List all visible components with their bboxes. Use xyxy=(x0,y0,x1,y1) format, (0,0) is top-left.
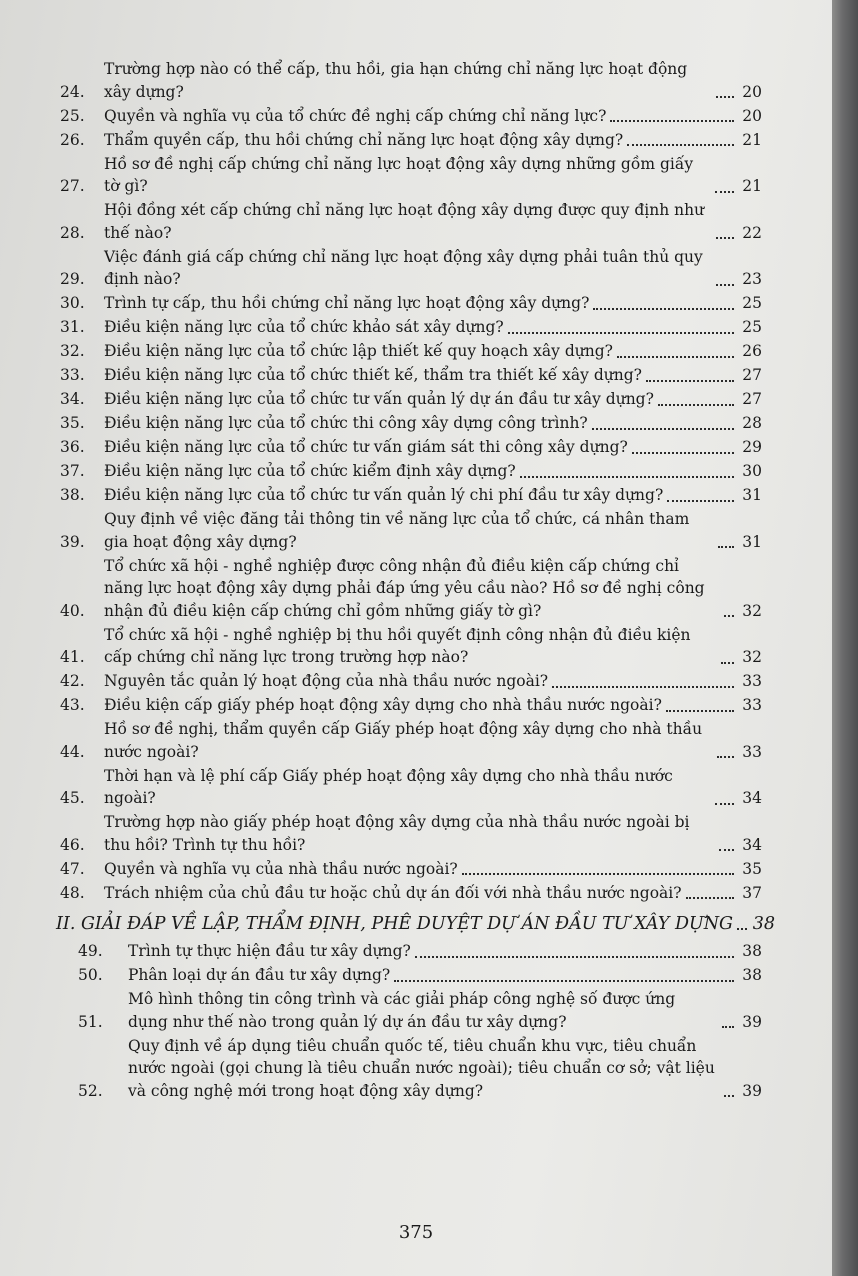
toc-entry xyxy=(56,811,762,856)
toc-entry-page-number: 27 xyxy=(742,390,762,408)
toc-entry-title: Mô hình thông tin công trình và các giải pháp công nghệ số được ứng dụng như thế nào trong quản lý dự án đầu tư xây dựng? xyxy=(128,990,676,1031)
toc-entry-page-number: 27 xyxy=(742,366,762,384)
toc-group-part-i xyxy=(56,58,762,904)
toc-entry-number: 36. xyxy=(60,438,85,456)
toc-entry-number: 40. xyxy=(60,601,85,620)
toc-entry xyxy=(56,412,762,435)
toc-entry-number: 24. xyxy=(60,82,85,101)
toc-entry-number: 46. xyxy=(60,835,85,854)
toc-entry-page-number: 21 xyxy=(742,177,762,195)
toc-entry-number: 30. xyxy=(60,294,85,312)
toc-entry-number: 41. xyxy=(60,648,85,666)
dot-leader xyxy=(666,709,734,712)
dot-leader xyxy=(632,451,734,454)
toc-entry-body xyxy=(104,765,762,810)
toc-entry-page-number: 34 xyxy=(742,789,762,807)
toc-entry-title: Điều kiện năng lực của tổ chức tư vấn giám sát thi công xây dựng? xyxy=(104,438,628,456)
dot-leader xyxy=(721,661,734,664)
toc-entry-title: Thẩm quyền cấp, thu hồi chứng chỉ năng lực hoạt động xây dựng? xyxy=(104,130,624,149)
toc-entry xyxy=(56,624,762,669)
toc-entry-body xyxy=(104,105,762,128)
dot-leader xyxy=(715,802,734,805)
toc-entry-number: 25. xyxy=(60,106,85,125)
toc-entry-title: Điều kiện năng lực của tổ chức kiểm định xây dựng? xyxy=(104,462,516,480)
toc-entry xyxy=(56,718,762,763)
section-heading xyxy=(56,912,776,936)
dot-leader xyxy=(716,95,734,98)
toc-entry-body xyxy=(104,246,762,291)
toc-entry-number: 43. xyxy=(60,696,85,714)
dot-leader xyxy=(717,755,734,758)
toc-entry-body xyxy=(104,858,762,881)
toc-entry-body xyxy=(104,388,762,411)
toc-entry-title: Tổ chức xã hội - nghề nghiệp bị thu hồi quyết định công nhận đủ điều kiện cấp chứng chỉ năng lực trong trường hợp nào? xyxy=(104,625,691,666)
toc-entry-page-number: 26 xyxy=(742,342,762,360)
toc-entry xyxy=(56,1035,762,1103)
toc-entry-page-number: 34 xyxy=(742,835,762,854)
toc-entry-page-number: 20 xyxy=(742,106,762,125)
toc-entry-body xyxy=(104,882,762,905)
table-of-contents xyxy=(56,58,776,1104)
toc-entry-body xyxy=(104,718,762,763)
toc-entry-number: 35. xyxy=(60,414,85,432)
dot-leader xyxy=(520,475,734,478)
toc-entry xyxy=(56,484,762,507)
toc-entry-page-number: 39 xyxy=(742,1012,762,1031)
toc-entry-body xyxy=(128,988,762,1033)
dot-leader xyxy=(462,872,734,875)
toc-entry xyxy=(56,670,762,693)
toc-entry-number: 28. xyxy=(60,223,85,242)
toc-entry-title: Quy định về việc đăng tải thông tin về năng lực của tổ chức, cá nhân tham gia hoạt động xây dựng? xyxy=(104,510,690,551)
toc-entry xyxy=(56,940,762,963)
toc-entry-body xyxy=(104,58,762,103)
toc-entry xyxy=(56,153,762,198)
toc-entry-page-number: 39 xyxy=(742,1081,762,1100)
toc-entry xyxy=(56,105,762,128)
toc-entry-page-number: 32 xyxy=(742,601,762,620)
toc-entry-body xyxy=(104,460,762,483)
toc-entry-page-number: 38 xyxy=(742,942,762,960)
dot-leader xyxy=(716,283,734,286)
toc-entry xyxy=(56,508,762,553)
toc-entry-page-number: 37 xyxy=(742,883,762,902)
toc-entry-number: 26. xyxy=(60,130,85,149)
dot-leader xyxy=(667,499,734,502)
toc-entry-number: 44. xyxy=(60,742,85,761)
toc-entry-number: 31. xyxy=(60,318,85,336)
toc-entry-body xyxy=(104,412,762,435)
dot-leader xyxy=(722,1025,734,1028)
toc-entry-title: Điều kiện năng lực của tổ chức thiết kế, thẩm tra thiết kế xây dựng? xyxy=(104,366,642,384)
toc-entry-number: 51. xyxy=(78,1012,103,1031)
toc-entry xyxy=(56,436,762,459)
toc-entry xyxy=(56,988,762,1033)
section-page-number: 38 xyxy=(752,914,776,934)
dot-leader xyxy=(593,307,734,310)
toc-entry-number: 32. xyxy=(60,342,85,360)
toc-entry-body xyxy=(128,940,762,963)
dot-leader xyxy=(737,927,747,930)
toc-entry-body xyxy=(104,364,762,387)
toc-entry xyxy=(56,765,762,810)
toc-entry-title: Trình tự cấp, thu hồi chứng chỉ năng lực hoạt động xây dựng? xyxy=(104,294,590,312)
dot-leader xyxy=(552,685,734,688)
toc-entry-title: Nguyên tắc quản lý hoạt động của nhà thầu nước ngoài? xyxy=(104,672,549,690)
toc-group-part-ii xyxy=(56,940,762,1102)
toc-entry-number: 33. xyxy=(60,366,85,384)
book-page-edge xyxy=(832,0,858,1276)
toc-entry-page-number: 33 xyxy=(742,696,762,714)
toc-entry-title: Điều kiện năng lực của tổ chức tư vấn quản lý chi phí đầu tư xây dựng? xyxy=(104,486,664,504)
dot-leader xyxy=(715,190,734,193)
dot-leader xyxy=(686,896,734,899)
toc-entry-body xyxy=(104,811,762,856)
toc-entry-body xyxy=(104,436,762,459)
dot-leader xyxy=(724,1094,734,1097)
toc-entry-page-number: 29 xyxy=(742,438,762,456)
toc-entry-title: Quy định về áp dụng tiêu chuẩn quốc tế, tiêu chuẩn khu vực, tiêu chuẩn nước ngoài (gọi chung là tiêu chuẩn nước ngoài); tiêu chuẩn cơ sở; vật liệu và công nghệ mới trong hoạt động xây dựng? xyxy=(128,1036,715,1100)
toc-entry xyxy=(56,316,762,339)
toc-entry-page-number: 30 xyxy=(742,462,762,480)
toc-entry-body xyxy=(128,1035,762,1103)
toc-entry-number: 47. xyxy=(60,859,85,878)
dot-leader xyxy=(646,379,734,382)
dot-leader xyxy=(719,848,734,851)
toc-entry xyxy=(56,858,762,881)
toc-entry-title: Hồ sơ đề nghị, thẩm quyền cấp Giấy phép hoạt động xây dựng cho nhà thầu nước ngoài? xyxy=(104,720,703,761)
toc-entry-body xyxy=(104,694,762,717)
toc-entry xyxy=(56,388,762,411)
toc-entry-body xyxy=(128,964,762,987)
toc-entry-title: Quyền và nghĩa vụ của tổ chức đề nghị cấp chứng chỉ năng lực? xyxy=(104,106,607,125)
toc-entry-body xyxy=(104,153,762,198)
toc-entry-body xyxy=(104,316,762,339)
toc-entry-body xyxy=(104,484,762,507)
toc-entry-page-number: 22 xyxy=(742,223,762,242)
dot-leader xyxy=(592,427,734,430)
dot-leader xyxy=(627,143,734,146)
toc-entry-number: 42. xyxy=(60,672,85,690)
toc-entry-number: 38. xyxy=(60,486,85,504)
toc-entry-number: 39. xyxy=(60,532,85,551)
toc-entry-title: Việc đánh giá cấp chứng chỉ năng lực hoạt động xây dựng phải tuân thủ quy định nào? xyxy=(104,247,703,288)
toc-entry-page-number: 31 xyxy=(742,486,762,504)
toc-entry-page-number: 25 xyxy=(742,294,762,312)
toc-entry xyxy=(56,246,762,291)
toc-entry-body xyxy=(104,624,762,669)
dot-leader xyxy=(617,355,734,358)
toc-entry xyxy=(56,58,762,103)
toc-entry-number: 48. xyxy=(60,883,85,902)
toc-entry-page-number: 31 xyxy=(742,532,762,551)
toc-entry-page-number: 21 xyxy=(742,130,762,149)
toc-entry-title: Thời hạn và lệ phí cấp Giấy phép hoạt động xây dựng cho nhà thầu nước ngoài? xyxy=(104,766,673,807)
toc-entry-page-number: 23 xyxy=(742,270,762,288)
toc-entry-title: Hồ sơ đề nghị cấp chứng chỉ năng lực hoạt động xây dựng những gồm giấy tờ gì? xyxy=(104,154,694,195)
toc-entry-body xyxy=(104,340,762,363)
toc-entry xyxy=(56,129,762,152)
toc-entry-number: 37. xyxy=(60,462,85,480)
dot-leader xyxy=(724,614,734,617)
toc-entry-page-number: 33 xyxy=(742,742,762,761)
toc-entry xyxy=(56,882,762,905)
toc-entry-page-number: 28 xyxy=(742,414,762,432)
toc-entry-page-number: 35 xyxy=(742,859,762,878)
dot-leader xyxy=(718,545,734,548)
toc-entry-page-number: 32 xyxy=(742,648,762,666)
toc-entry xyxy=(56,199,762,244)
toc-entry-body xyxy=(104,555,762,623)
toc-entry-number: 49. xyxy=(78,942,103,960)
toc-entry xyxy=(56,364,762,387)
toc-entry-page-number: 20 xyxy=(742,82,762,101)
toc-entry xyxy=(56,460,762,483)
toc-entry-number: 45. xyxy=(60,789,85,807)
toc-entry-body xyxy=(104,508,762,553)
toc-entry-title: Trường hợp nào giấy phép hoạt động xây dựng của nhà thầu nước ngoài bị thu hồi? Trình tự thu hồi? xyxy=(104,813,690,854)
toc-entry-number: 29. xyxy=(60,270,85,288)
toc-entry-number: 52. xyxy=(78,1081,103,1100)
toc-entry-title: Trách nhiệm của chủ đầu tư hoặc chủ dự án đối với nhà thầu nước ngoài? xyxy=(104,883,682,902)
toc-entry-body xyxy=(104,670,762,693)
toc-entry-body xyxy=(104,129,762,152)
toc-entry-title: Phân loại dự án đầu tư xây dựng? xyxy=(128,966,391,984)
toc-entry xyxy=(56,964,762,987)
dot-leader xyxy=(610,119,734,122)
toc-entry-body xyxy=(104,292,762,315)
toc-entry-title: Điều kiện năng lực của tổ chức thi công xây dựng công trình? xyxy=(104,414,588,432)
dot-leader xyxy=(658,403,734,406)
toc-entry-title: Điều kiện năng lực của tổ chức khảo sát xây dựng? xyxy=(104,318,504,336)
toc-entry-page-number: 38 xyxy=(742,966,762,984)
dot-leader xyxy=(508,331,734,334)
toc-entry xyxy=(56,555,762,623)
toc-entry-number: 50. xyxy=(78,966,103,984)
toc-entry-title: Điều kiện năng lực của tổ chức lập thiết kế quy hoạch xây dựng? xyxy=(104,342,613,360)
toc-entry-page-number: 33 xyxy=(742,672,762,690)
toc-entry-title: Quyền và nghĩa vụ của nhà thầu nước ngoài? xyxy=(104,859,458,878)
toc-entry-title: Hội đồng xét cấp chứng chỉ năng lực hoạt động xây dựng được quy định như thế nào? xyxy=(104,201,705,242)
page-footer-number: 375 xyxy=(398,1222,434,1243)
toc-entry-page-number: 25 xyxy=(742,318,762,336)
toc-entry-title: Trình tự thực hiện đầu tư xây dựng? xyxy=(128,942,411,960)
dot-leader xyxy=(415,955,734,958)
toc-entry-number: 34. xyxy=(60,390,85,408)
toc-entry xyxy=(56,292,762,315)
toc-entry xyxy=(56,694,762,717)
dot-leader xyxy=(394,979,734,982)
toc-entry-number: 27. xyxy=(60,177,85,195)
toc-entry xyxy=(56,340,762,363)
toc-entry-body xyxy=(104,199,762,244)
toc-entry-title: Tổ chức xã hội - nghề nghiệp được công nhận đủ điều kiện cấp chứng chỉ năng lực hoạt động xây dựng phải đáp ứng yêu cầu nào? Hồ sơ đề nghị công nhận đủ điều kiện cấp chứng chỉ gồm những giấy tờ gì? xyxy=(104,556,705,620)
toc-entry-title: Điều kiện cấp giấy phép hoạt động xây dựng cho nhà thầu nước ngoài? xyxy=(104,696,662,714)
toc-entry-title: Trường hợp nào có thể cấp, thu hồi, gia hạn chứng chỉ năng lực hoạt động xây dựng? xyxy=(104,60,688,101)
section-title: II. GIẢI ĐÁP VỀ LẬP, THẨM ĐỊNH, PHÊ DUYỆT DỰ ÁN ĐẦU TƯ XÂY DỰNG xyxy=(56,914,734,934)
toc-entry-title: Điều kiện năng lực của tổ chức tư vấn quản lý dự án đầu tư xây dựng? xyxy=(104,390,654,408)
dot-leader xyxy=(716,236,734,239)
